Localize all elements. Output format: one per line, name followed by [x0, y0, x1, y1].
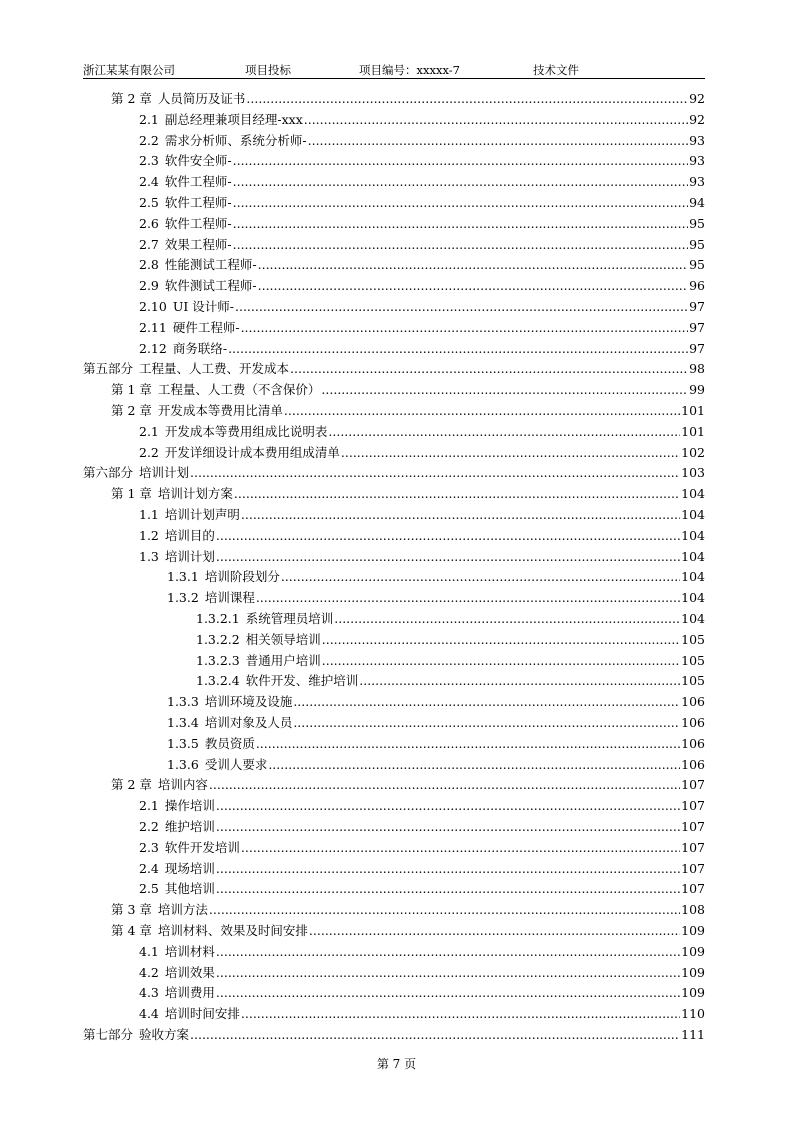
toc-entry-number: 1.3.2.2 — [196, 631, 240, 647]
toc-entry-number: 1.3.2 — [167, 590, 199, 606]
toc-entry-page: 92 — [689, 111, 705, 127]
toc-leader-dots — [216, 795, 680, 816]
toc-entry-title: 培训计划声明 — [164, 507, 240, 522]
toc-entry[interactable] — [139, 213, 705, 234]
toc-entry-number: 2.12 — [139, 340, 167, 356]
toc-leader-dots — [256, 587, 680, 608]
toc-entry-page: 105 — [681, 631, 705, 647]
toc-entry[interactable] — [139, 254, 705, 275]
toc-entry[interactable] — [111, 483, 705, 504]
toc-entry-page: 108 — [681, 902, 705, 918]
toc-entry-page: 104 — [681, 548, 705, 564]
toc-leader-dots — [281, 566, 680, 587]
toc-entry-title: 培训材料 — [164, 943, 215, 959]
toc-entry-page: 107 — [681, 860, 705, 876]
toc-entry[interactable] — [139, 1003, 705, 1024]
toc-entry-title: UI 设计师- — [172, 299, 235, 314]
toc-leader-dots — [258, 254, 688, 275]
toc-leader-dots — [321, 379, 688, 400]
toc-entry[interactable] — [139, 442, 705, 463]
toc-entry[interactable] — [196, 670, 705, 691]
toc-entry-title: 软件安全师- — [164, 153, 232, 169]
toc-entry-number: 1.1 — [139, 507, 159, 522]
toc-entry-title: 培训对象及人员 — [204, 715, 293, 730]
toc-entry-page: 109 — [681, 923, 705, 938]
toc-entry-title: 教员资质 — [204, 735, 255, 751]
toc-entry-page: 95 — [689, 257, 705, 273]
toc-entry[interactable] — [196, 650, 705, 671]
toc-entry-number: 2.6 — [139, 215, 159, 231]
toc-entry-title: 软件工程师- — [164, 174, 232, 190]
toc-entry-title: 培训效果 — [164, 964, 215, 980]
toc-leader-dots — [256, 733, 680, 754]
toc-entry-number: 4.2 — [139, 964, 159, 980]
toc-entry-title: 性能测试工程师- — [164, 257, 257, 273]
toc-entry-number: 4.4 — [139, 1006, 159, 1022]
toc-entry-page: 95 — [689, 236, 705, 252]
toc-entry-number: 2.4 — [139, 860, 159, 876]
toc-entry-title: 需求分析师、系统分析师- — [164, 132, 307, 148]
toc-entry[interactable] — [139, 317, 705, 338]
toc-entry-title: 培训环境及设施 — [204, 694, 293, 710]
toc-entry-title: 培训计划 — [139, 465, 190, 481]
toc-entry-page: 109 — [681, 943, 705, 959]
toc-entry-number: 1.3 — [139, 548, 159, 564]
toc-entry[interactable] — [139, 296, 705, 317]
toc-entry-number: 2.8 — [139, 257, 159, 273]
toc-entry-title: 维护培训 — [164, 819, 215, 834]
toc-entry-title: 培训时间安排 — [164, 1006, 240, 1022]
toc-entry-number: 4.1 — [139, 943, 159, 959]
toc-entry-title: 软件开发、维护培训 — [245, 673, 359, 689]
toc-entry-page: 92 — [689, 91, 705, 106]
toc-entry-page: 97 — [689, 319, 705, 335]
toc-entry-number: 4.3 — [139, 985, 159, 1001]
toc-entry-number: 2.2 — [139, 819, 159, 834]
toc-entry-title: 开发成本等费用组成比说明表 — [164, 423, 328, 439]
toc-leader-dots — [233, 192, 688, 213]
toc-entry[interactable] — [167, 566, 705, 587]
toc-leader-dots — [241, 504, 680, 525]
toc-entry-number: 1.3.1 — [167, 569, 199, 585]
toc-leader-dots — [334, 608, 680, 629]
toc-entry-number: 2.7 — [139, 236, 159, 252]
toc-entry-page: 102 — [681, 444, 705, 460]
toc-leader-dots — [216, 941, 680, 962]
toc-leader-dots — [234, 483, 680, 504]
toc-entry[interactable] — [139, 878, 705, 899]
toc-entry-number: 第 2 章 — [111, 403, 152, 418]
toc-entry[interactable] — [111, 400, 705, 421]
toc-entry[interactable] — [167, 587, 705, 608]
toc-entry[interactable] — [167, 733, 705, 754]
toc-entry-page: 101 — [681, 403, 705, 418]
toc-leader-dots — [216, 878, 680, 899]
toc-entry-number: 2.3 — [139, 839, 159, 855]
toc-entry[interactable] — [139, 837, 705, 858]
toc-entry-number: 2.3 — [139, 153, 159, 169]
toc-entry[interactable] — [139, 982, 705, 1003]
toc-entry-title: 培训目的 — [164, 527, 215, 543]
toc-entry-number: 2.5 — [139, 195, 159, 210]
toc-entry-page: 104 — [681, 527, 705, 543]
toc-entry[interactable] — [139, 795, 705, 816]
toc-entry[interactable] — [139, 109, 705, 130]
toc-entry[interactable] — [139, 150, 705, 171]
toc-entry-page: 106 — [681, 694, 705, 710]
toc-entry[interactable] — [139, 858, 705, 879]
toc-entry-title: 培训计划方案 — [157, 486, 233, 502]
toc-leader-dots — [233, 234, 688, 255]
toc-leader-dots — [359, 670, 680, 691]
toc-entry[interactable] — [139, 338, 705, 359]
toc-entry-number: 1.3.6 — [167, 756, 199, 772]
toc-entry-number: 2.1 — [139, 798, 159, 814]
toc-entry-title: 商务联络- — [172, 340, 228, 356]
toc-entry-page: 109 — [681, 964, 705, 980]
page-number: 第 7 页 — [376, 1057, 417, 1071]
toc-entry[interactable] — [139, 192, 705, 213]
toc-entry[interactable] — [139, 816, 705, 837]
toc-entry-title: 培训内容 — [157, 777, 208, 793]
toc-entry-title: 现场培训 — [164, 860, 215, 876]
toc-entry-title: 系统管理员培训 — [245, 611, 334, 626]
toc-entry[interactable] — [139, 421, 705, 442]
toc-leader-dots — [216, 858, 680, 879]
toc-entry-page: 95 — [689, 215, 705, 231]
toc-entry-page: 104 — [681, 507, 705, 522]
toc-entry-title: 相关领导培训 — [245, 631, 321, 647]
toc-leader-dots — [293, 691, 680, 712]
toc-entry-number: 第 4 章 — [111, 923, 152, 938]
toc-entry-title: 普通用户培训 — [245, 652, 321, 668]
toc-entry[interactable] — [111, 899, 705, 920]
toc-entry-page: 106 — [681, 756, 705, 772]
toc-entry-title: 工程量、人工费、开发成本 — [139, 361, 290, 377]
toc-entry-page: 107 — [681, 819, 705, 834]
toc-entry-title: 开发成本等费用比清单 — [157, 403, 283, 418]
toc-entry-title: 培训阶段划分 — [204, 569, 280, 585]
toc-entry-number: 1.3.2.1 — [196, 611, 240, 626]
toc-leader-dots — [216, 525, 680, 546]
toc-entry[interactable] — [83, 462, 705, 483]
toc-entry-number: 2.10 — [139, 299, 167, 314]
toc-entry-title: 副总经理兼项目经理-xxx — [164, 111, 303, 127]
toc-entry-page: 107 — [681, 881, 705, 897]
toc-leader-dots — [216, 816, 680, 837]
toc-entry-number: 1.3.2.3 — [196, 652, 240, 668]
toc-entry-number: 2.1 — [139, 423, 159, 439]
toc-entry-number: 2.9 — [139, 278, 159, 294]
toc-entry-title: 培训课程 — [204, 590, 255, 606]
toc-entry-number: 第 2 章 — [111, 91, 152, 106]
toc-entry-number: 第 2 章 — [111, 777, 152, 793]
toc-entry-number: 第七部分 — [83, 1027, 134, 1042]
toc-leader-dots — [216, 962, 680, 983]
toc-entry-title: 培训方法 — [157, 902, 208, 918]
toc-leader-dots — [228, 338, 688, 359]
header-project-no: 项目编号：xxxxx-7 — [359, 63, 460, 77]
toc-entry-title: 软件测试工程师- — [164, 278, 257, 294]
toc-entry-page: 107 — [681, 798, 705, 814]
toc-entry-page: 99 — [689, 382, 705, 398]
toc-entry[interactable] — [167, 712, 705, 733]
toc-entry-number: 1.3.3 — [167, 694, 199, 710]
toc-entry-number: 2.2 — [139, 444, 159, 460]
toc-entry-title: 操作培训 — [164, 798, 215, 814]
toc-entry-page: 109 — [681, 985, 705, 1001]
toc-entry-title: 软件开发培训 — [164, 839, 240, 855]
toc-leader-dots — [241, 837, 680, 858]
toc-leader-dots — [268, 754, 680, 775]
toc-entry-page: 98 — [689, 361, 705, 377]
toc-entry-page: 106 — [681, 715, 705, 730]
toc-leader-dots — [284, 400, 680, 421]
toc-entry[interactable] — [139, 962, 705, 983]
toc-entry-number: 第 3 章 — [111, 902, 152, 918]
toc-leader-dots — [209, 899, 680, 920]
toc-entry-page: 103 — [681, 465, 705, 481]
toc-entry-number: 1.2 — [139, 527, 159, 543]
toc-entry-title: 验收方案 — [139, 1027, 190, 1042]
toc-entry-page: 104 — [681, 486, 705, 502]
toc-entry-number: 2.2 — [139, 132, 159, 148]
toc-entry-title: 硬件工程师- — [172, 319, 240, 335]
toc-entry-number: 1.3.4 — [167, 715, 199, 730]
toc-entry[interactable] — [139, 130, 705, 151]
toc-entry-title: 培训计划 — [164, 548, 215, 564]
toc-leader-dots — [290, 358, 688, 379]
toc-leader-dots — [258, 275, 688, 296]
toc-leader-dots — [293, 712, 680, 733]
toc-entry-page: 97 — [689, 299, 705, 314]
toc-entry-page: 93 — [689, 132, 705, 148]
toc-leader-dots — [241, 317, 689, 338]
toc-entry-number: 第五部分 — [83, 361, 134, 377]
toc-entry-page: 97 — [689, 340, 705, 356]
toc-entry-page: 101 — [681, 423, 705, 439]
toc-entry-title: 受训人要求 — [204, 756, 268, 772]
toc-entry[interactable] — [196, 629, 705, 650]
toc-leader-dots — [233, 171, 688, 192]
toc-entry-page: 104 — [681, 569, 705, 585]
header-company: 浙江某某有限公司 — [83, 63, 175, 77]
toc-entry-number: 1.3.2.4 — [196, 673, 240, 689]
toc-leader-dots — [241, 1003, 680, 1024]
toc-entry-page: 96 — [689, 278, 705, 294]
toc-entry[interactable] — [167, 754, 705, 775]
toc-entry[interactable] — [111, 379, 705, 400]
toc-entry[interactable] — [139, 525, 705, 546]
toc-leader-dots — [233, 150, 688, 171]
toc-entry-title: 软件工程师- — [164, 195, 232, 210]
toc-entry[interactable] — [139, 234, 705, 255]
toc-leader-dots — [328, 421, 680, 442]
page-header — [83, 62, 705, 79]
toc-entry-page: 93 — [689, 174, 705, 190]
toc-leader-dots — [190, 1024, 680, 1045]
toc-entry-title: 开发详细设计成本费用组成清单 — [164, 444, 340, 460]
toc-entry-page: 105 — [681, 673, 705, 689]
toc-entry-page: 110 — [681, 1006, 705, 1022]
toc-leader-dots — [190, 462, 680, 483]
toc-entry-number: 1.3.5 — [167, 735, 199, 751]
toc-entry-page: 94 — [689, 195, 705, 210]
toc-entry[interactable] — [167, 691, 705, 712]
toc-entry-page: 111 — [681, 1027, 705, 1042]
toc-entry-page: 107 — [681, 839, 705, 855]
toc-entry[interactable] — [139, 546, 705, 567]
toc-entry-page: 106 — [681, 735, 705, 751]
toc-leader-dots — [309, 920, 680, 941]
toc-entry-title: 工程量、人工费（不含保价） — [157, 382, 321, 398]
toc-leader-dots — [233, 213, 688, 234]
toc-entry[interactable] — [139, 275, 705, 296]
toc-entry[interactable] — [111, 920, 705, 941]
toc-leader-dots — [341, 442, 680, 463]
toc-entry-number: 第六部分 — [83, 465, 134, 481]
toc-entry-title: 其他培训 — [164, 881, 215, 897]
toc-leader-dots — [216, 982, 680, 1003]
toc-entry-title: 软件工程师- — [164, 215, 232, 231]
toc-entry-page: 105 — [681, 652, 705, 668]
header-doc-type: 技术文件 — [533, 63, 579, 77]
toc-entry-number: 2.1 — [139, 111, 159, 127]
toc-entry-page: 93 — [689, 153, 705, 169]
toc-entry-number: 第 1 章 — [111, 382, 152, 398]
toc-entry-number: 2.5 — [139, 881, 159, 897]
toc-entry-page: 107 — [681, 777, 705, 793]
toc-entry-title: 培训材料、效果及时间安排 — [157, 923, 308, 938]
toc-leader-dots — [209, 774, 680, 795]
toc-entry-number: 第 1 章 — [111, 486, 152, 502]
toc-entry-title: 效果工程师- — [164, 236, 232, 252]
toc-entry[interactable] — [83, 1024, 705, 1045]
toc-entry-page: 104 — [681, 611, 705, 626]
toc-entry[interactable] — [83, 358, 705, 379]
header-project-bid: 项目投标 — [245, 63, 291, 77]
toc-leader-dots — [308, 130, 688, 151]
toc-leader-dots — [216, 546, 680, 567]
toc-entry[interactable] — [139, 171, 705, 192]
toc-entry-title: 培训费用 — [164, 985, 215, 1001]
toc-leader-dots — [304, 109, 688, 130]
toc-leader-dots — [322, 650, 680, 671]
toc-leader-dots — [322, 629, 680, 650]
toc-entry[interactable] — [139, 504, 705, 525]
toc-entry-page: 104 — [681, 590, 705, 606]
toc-entry[interactable] — [139, 941, 705, 962]
toc-entry[interactable] — [196, 608, 705, 629]
toc-leader-dots — [235, 296, 688, 317]
toc-entry[interactable] — [111, 774, 705, 795]
toc-entry-title: 人员简历及证书 — [157, 91, 246, 106]
toc-entry-number: 2.11 — [139, 319, 167, 335]
toc-entry-number: 2.4 — [139, 174, 159, 190]
toc-entry[interactable] — [111, 88, 705, 109]
toc-leader-dots — [246, 88, 688, 109]
